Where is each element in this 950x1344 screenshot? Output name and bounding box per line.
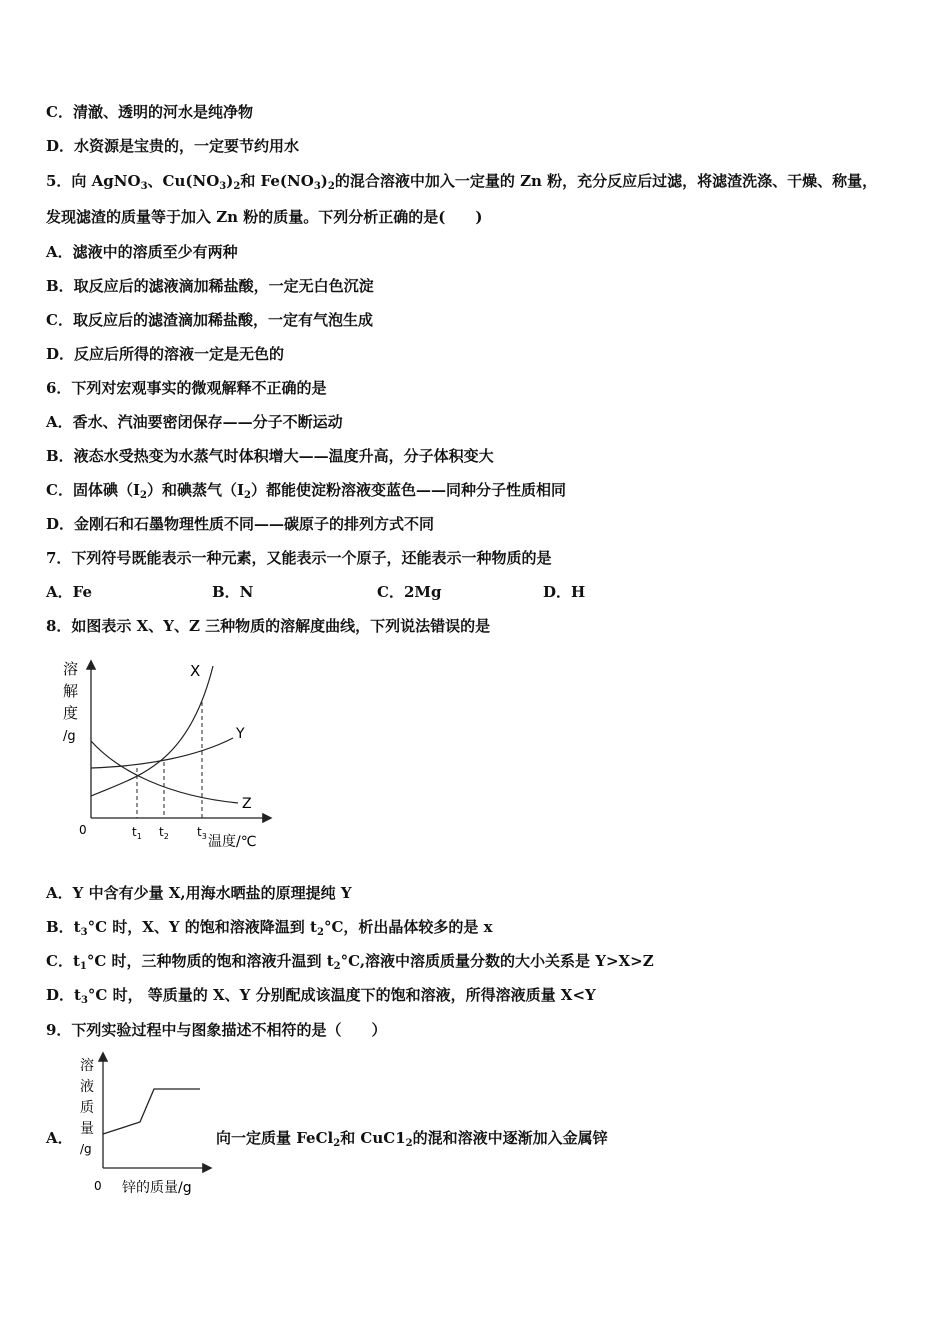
question-5-stem-line2: 发现滤渣的质量等于加入 Zn 粉的质量。下列分析正确的是( ): [46, 208, 483, 226]
x-axis-label: 锌的质量/g: [122, 1180, 192, 1196]
y-label-3: 质: [80, 1100, 94, 1116]
option-d-water-resource: D．水资源是宝贵的，一定要节约用水: [46, 137, 300, 155]
curve-x: [91, 666, 213, 796]
q6-option-d: D．金刚石和石墨物理性质不同——碳原子的排列方式不同: [46, 515, 435, 533]
q6-option-a: A．香水、汽油要密闭保存——分子不断运动: [46, 413, 343, 431]
q5-option-c: C．取反应后的滤渣滴加稀盐酸，一定有气泡生成: [46, 311, 373, 329]
q7-option-a: A．Fe: [46, 583, 93, 601]
question-5-stem: 5．向 AgNO$_3$、$Cu(NO_3)_2$和 $Fe(NO_3)_2$的混合溶液中加入一定量的 Zn 粉，充分反应后过滤，将滤渣洗涤、干燥、称量，: [46, 172, 878, 192]
q8-option-a: A．Y 中含有少量 X,用海水晒盐的原理提纯 Y: [46, 884, 352, 902]
question-6-stem: 6．下列对宏观事实的微观解释不正确的是: [46, 379, 327, 397]
question-7-stem: 7．下列符号既能表示一种元素，又能表示一个原子，还能表示一种物质的是: [46, 549, 552, 567]
q7-option-b: B．N: [212, 583, 254, 601]
y-label-3: 度: [63, 704, 79, 722]
y-label-2: 解: [63, 682, 79, 700]
tick-t3: $t_3$: [197, 825, 207, 841]
curve-x-label: X: [190, 662, 201, 680]
q9-option-a-label: A．: [46, 1129, 73, 1147]
q6-option-b: B．液态水受热变为水蒸气时体积增大——温度升高，分子体积变大: [46, 447, 494, 465]
curve-z-label: Z: [242, 796, 252, 812]
q5-option-d: D．反应后所得的溶液一定是无色的: [46, 345, 285, 363]
question-8-stem: 8．如图表示 X、Y、Z 三种物质的溶解度曲线，下列说法错误的是: [46, 617, 491, 635]
origin-label: 0: [94, 1179, 102, 1193]
tick-t1: $t_1$: [132, 825, 142, 841]
curve-y-label: Y: [236, 726, 245, 742]
y-label-4: /g: [63, 729, 76, 744]
x-axis-label: 温度/℃: [208, 834, 257, 850]
q8-option-c: C．$t_1^\circ C$ 时，三种物质的饱和溶液升温到 $t_2^\circ C$,溶液中溶质质量分数的大小关系是 Y>X>Z: [46, 952, 654, 972]
y-label-5: /g: [80, 1142, 92, 1156]
q9-option-a-text: 向一定质量 FeCl$_2$和 $CuC1_2$的混和溶液中逐渐加入金属锌: [216, 1129, 608, 1149]
q7-option-d: D．H: [543, 583, 586, 601]
q5-option-a: A．滤液中的溶质至少有两种: [46, 243, 238, 261]
y-label-2: 液: [80, 1079, 94, 1095]
q6-option-c: C．固体碘$(I_2)$和碘蒸气$(I_2)$都能使淀粉溶液变蓝色——同种分子性质相同: [46, 481, 566, 501]
curve-y: [91, 738, 233, 768]
q8-option-d: D．$t_3^\circ C$ 时， 等质量的 X、Y 分别配成该温度下的饱和溶液，所得溶液质量 X<Y: [46, 986, 596, 1006]
q7-option-c: C．2Mg: [377, 583, 442, 601]
q5-option-b: B．取反应后的滤液滴加稀盐酸，一定无白色沉淀: [46, 277, 374, 295]
y-label-1: 溶: [63, 660, 79, 678]
q8-option-b: B．$t_3^\circ C$ 时，X、Y 的饱和溶液降温到 $t_2^\circ C$，析出晶体较多的是 x: [46, 918, 493, 938]
mass-curve: [103, 1089, 200, 1134]
y-label-4: 量: [80, 1121, 94, 1137]
question-9-stem: 9．下列实验过程中与图象描述不相符的是（ ）: [46, 1021, 387, 1039]
tick-t2: $t_2$: [159, 825, 169, 841]
y-label-1: 溶: [80, 1058, 94, 1074]
solution-mass-graph: [70, 1050, 215, 1200]
solubility-curve-graph: [58, 656, 278, 856]
option-c-clear-water: C．清澈、透明的河水是纯净物: [46, 103, 253, 121]
origin-label: 0: [79, 823, 87, 837]
